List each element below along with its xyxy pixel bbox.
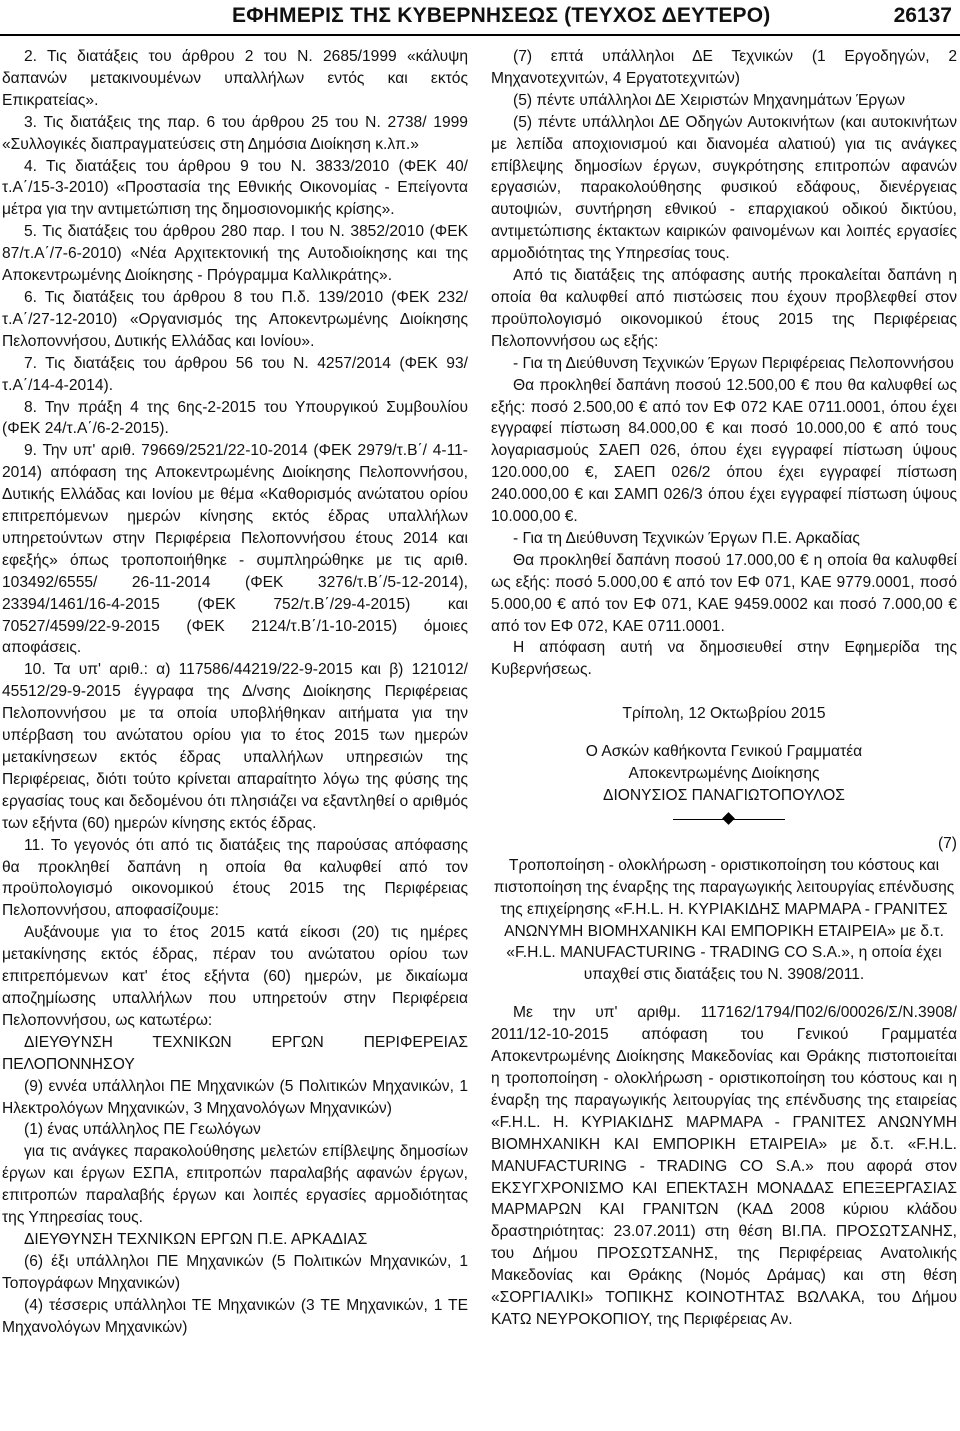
paragraph: (1) ένας υπάλληλος ΠΕ Γεωλόγων	[24, 1121, 261, 1139]
paragraph: 5. Τις διατάξεις του άρθρου 280 παρ. Ι του Ν. 3852/2010 (ΦΕΚ 87/τ.Α΄/7-6-2010) «Νέα Αρχιτεκτονική της Αυτοδιοίκησης και της Αποκεντρωμένης Διοίκησης - Πρόγραμμα Καλλικράτης».	[2, 223, 468, 285]
paragraph: 9. Την υπ' αριθ. 79669/2521/22-10-2014 (ΦΕΚ 2979/τ.Β΄/ 4-11-2014) απόφαση της Αποκεντρωμένης Διοίκησης Πελοποννήσου, Δυτικής Ελλάδας και Ιονίου με θέμα «Καθορισμός ανώτατου ορίου επιτρεπόμενων ημερών κίνησης εκτός έδρας υπαλλήλων υπηρετούντων στην Περιφέρεια Πελοποννήσου έτους 2014 και εφεξής» όπως τροποποιήθηκε - συμπληρώθηκε με τις αριθ. 103492/6555/ 26-11-2014 (ΦΕΚ 3276/τ.Β΄/5-12-2014), 23394/1461/16-4-2015 (ΦΕΚ 752/τ.Β΄/29-4-2015) και 70527/4599/22-9-2015 (ΦΕΚ 2124/τ.Β΄/1-10-2015) όμοιες αποφάσεις.	[2, 442, 468, 657]
paragraph: - Για τη Διεύθυνση Τεχνικών Έργων Περιφέρειας Πελοποννήσου	[513, 354, 954, 372]
paragraph: (4) τέσσερις υπάλληλοι ΤΕ Μηχανικών (3 ΤΕ Μηχανικών, 1 ΤΕ Μηχανολόγων Μηχανικών)	[2, 1296, 468, 1336]
paragraph: 10. Τα υπ' αριθ.: α) 117586/44219/22-9-2015 και β) 121012/ 45512/29-9-2015 έγγραφα της Δ/νσης Διοίκησης Περιφέρειας Πελοποννήσου με τα οποία υποβλήθηκαν αιτήματα για την υπέρβαση του ανώτατου ορίου για το έτος 2015 των ημερών μετακίνησεων εκτός έδρας υπαλλήλων υπηρεσιών της Περιφέρειας, διότι τούτο κρίνεται απαραίτητο λόγω της φύσης της εργασίας τους και δεδομένου ότι πλησιάζει να εξαντληθεί ο αριθμός των εξήντα (60) ημερών κίνησης εκτός έδρας.	[2, 661, 468, 832]
paragraph: Η απόφαση αυτή να δημοσιευθεί στην Εφημερίδα της Κυβερνήσεως.	[491, 639, 957, 679]
paragraph: 7. Τις διατάξεις του άρθρου 56 του Ν. 4257/2014 (ΦΕΚ 93/ τ.Α΄/14-4-2014).	[2, 354, 468, 394]
paragraph: (5) πέντε υπάλληλοι ΔΕ Χειριστών Μηχανημάτων Έργων	[513, 91, 906, 109]
place-date: Τρίπολη, 12 Οκτωβρίου 2015	[622, 705, 826, 723]
paragraph: 2. Τις διατάξεις του άρθρου 2 του Ν. 2685/1999 «κάλυψη δαπανών μετακινουμένων υπαλλήλων εντός και εκτός Επικρατείας».	[2, 48, 468, 109]
section-number: (7)	[937, 834, 957, 852]
signatory-role: Ο Ασκών καθήκοντα Γενικού Γραμματέα	[585, 743, 863, 761]
section-title: Τροποποίηση - ολοκλήρωση - οριστικοποίηση του κόστους και πιστοποίηση της έναρξης της παραγωγικής λειτουργίας επένδυσης της επιχείρησης «F.H.L. Η. ΚΥΡΙΑΚΙΔΗΣ ΜΑΡΜΑΡΑ - ΓΡΑΝΙΤΕΣ ΑΝΩΝΥΜΗ ΒΙΟΜΗΧΑΝΙΚΗ ΚΑΙ ΕΜΠΟΡΙΚΗ ΕΤΑΙΡΕΙΑ» με δ.τ. «F.H.L. MANUFACTURING - TRADING CO S.A.», η οποία έχει υπαχθεί στις διατάξεις του Ν. 3908/2011.	[493, 856, 955, 984]
section-heading: ΔΙΕΥΘΥΝΣΗ ΤΕΧΝΙΚΩΝ ΕΡΓΩΝ ΠΕΡΙΦΕΡΕΙΑΣ ΠΕΛΟΠΟΝΝΗΣΟΥ	[2, 1033, 468, 1073]
section-heading: ΔΙΕΥΘΥΝΣΗ ΤΕΧΝΙΚΩΝ ΕΡΓΩΝ Π.Ε. ΑΡΚΑΔΙΑΣ	[24, 1230, 368, 1248]
paragraph: (7) επτά υπάλληλοι ΔΕ Τεχνικών (1 Εργοδηγών, 2 Μηχανοτεχνιτών, 4 Εργατοτεχνιτών)	[491, 48, 957, 87]
header-title: ΕΦΗΜΕΡΙΣ ΤΗΣ ΚΥΒΕΡΝΗΣΕΩΣ (ΤΕΥΧΟΣ ΔΕΥΤΕΡΟ)	[232, 4, 771, 27]
paragraph: (5) πέντε υπάλληλοι ΔΕ Οδηγών Αυτοκινήτων (και αυτοκινήτων με λεπίδα αποχιονισμού και διανομέα αλατιού) για τις ανάγκες επίβλεψης δημοσίων έργων, συγκρότησης επιτροπών αφανών εργασιών, παρακολούθησης φυσικού εδάφους, διενέργειας αυτοψιών, συντήρηση εθνικού - επαρχιακού οδικού δικτύου, αντιμετώπισης έκτακτων καιρικών φαινομένων και λοιπές εργασίες αρμοδιότητας της Υπηρεσίας τους.	[491, 113, 957, 263]
page-number: 26137	[893, 4, 952, 27]
paragraph: για τις ανάγκες παρακολούθησης μελετών επίβλεψης δημοσίων έργων και έργων ΕΣΠΑ, επιτροπών παραλαβής αφανών έργων, επιτροπών παραλαβής έργων και λοιπές εργασίες αρμοδιότητας της Υπηρεσίας τους.	[2, 1143, 468, 1227]
paragraph: (6) έξι υπάλληλοι ΠΕ Μηχανικών (5 Πολιτικών Μηχανικών, 1 Τοπογράφων Μηχανικών)	[2, 1252, 468, 1292]
paragraph: 6. Τις διατάξεις του άρθρου 8 του Π.δ. 139/2010 (ΦΕΚ 232/ τ.Α΄/27-12-2010) «Οργανισμός της Αποκεντρωμένης Διοίκησης Πελοποννήσου, Δυτικής Ελλάδας και Ιονίου».	[2, 288, 468, 350]
paragraph: (9) εννέα υπάλληλοι ΠΕ Μηχανικών (5 Πολιτικών Μηχανικών, 1 Ηλεκτρολόγων Μηχανικών, 3 Μηχανολόγων Μηχανικών)	[2, 1077, 468, 1117]
signatory-name: ΔΙΟΝΥΣΙΟΣ ΠΑΝΑΓΙΩΤΟΠΟΥΛΟΣ	[603, 787, 845, 804]
paragraph: 3. Τις διατάξεις της παρ. 6 του άρθρου 25 του Ν. 2738/ 1999 «Συλλογικές διαπραγματεύσεις στη Δημόσια Διοίκηση κ.λπ.»	[2, 113, 468, 153]
diamond-icon	[722, 812, 735, 825]
paragraph: Θα προκληθεί δαπάνη ποσού 17.000,00 € η οποία θα καλυφθεί ως εξής: ποσό 5.000,00 € από τον ΕΦ 071, ΚΑΕ 9779.0001, ποσό 5.000,00 € από τον ΕΦ 071, ΚΑΕ 9459.0002 και ποσό 7.000,00 € από τον ΕΦ 072, ΚΑΕ 0711.0001.	[491, 551, 957, 635]
paragraph: 11. Το γεγονός ότι από τις διατάξεις της παρούσας απόφασης θα προκληθεί δαπάνη η οποία θα καλυφθεί από τον προϋπολογισμό οικονομικού έτους 2015 της Περιφέρειας Πελοποννήσου, αποφασίζουμε:	[2, 836, 468, 920]
section-divider	[491, 809, 957, 831]
paragraph: 4. Τις διατάξεις του άρθρου 9 του Ν. 3833/2010 (ΦΕΚ 40/ τ.Α΄/15-3-2010) «Προστασία της Εθνικής Οικονομίας - Επείγοντα μέτρα για την αντιμετώπιση της δημοσιονομικής κρίσης».	[2, 157, 468, 219]
paragraph: Από τις διατάξεις της απόφασης αυτής προκαλείται δαπάνη η οποία θα καλυφθεί από πιστώσεις που έχουν προβλεφθεί στον προϋπολογισμό οικονομικού έτους 2015 της Περιφέρειας Πελοποννήσου ως εξής:	[491, 267, 957, 350]
paragraph: - Για τη Διεύθυνση Τεχνικών Έργων Π.Ε. Αρκαδίας	[513, 529, 860, 547]
signature-block	[491, 703, 957, 807]
left-column	[2, 46, 468, 1338]
right-column	[491, 46, 957, 1331]
paragraph: Αυξάνουμε για το έτος 2015 κατά είκοσι (20) τις ημέρες μετακίνησης εκτός έδρας, πέραν του ανώτατου ορίου των επιτρεπόμενων κατ' έτος εξήντα (60) ημερών, με δικαίωμα αποζημίωσης υπαλλήλων που υπηρετούν στην Περιφέρεια Πελοποννήσου, ως κατωτέρω:	[2, 924, 468, 1029]
page-header	[0, 0, 960, 36]
paragraph: Θα προκληθεί δαπάνη ποσού 12.500,00 € που θα καλυφθεί ως εξής: ποσό 2.500,00 € από τον ΕΦ 072 ΚΑΕ 0711.0001, όπου έχει εγγραφεί πίστωση 84.000,00 € και ποσό 10.000,00 € από τους λογαριασμούς ΣΑΕΠ 026, όπου έχει εγγραφεί πίστωση ύψους 120.000,00 €, ΣΑΕΠ 026/2 όπου έχει εγγραφεί πίστωση 240.000,00 € και ΣΑΜΠ 026/3 όπου έχει εγγραφεί πίστωση ύψους 10.000,00 €.	[491, 376, 957, 526]
paragraph: Με την υπ' αριθμ. 117162/1794/Π02/6/00026/Σ/Ν.3908/ 2011/12-10-2015 απόφαση του Γενικού Γραμματέα Αποκεντρωμένης Διοίκησης Μακεδονίας και Θράκης πιστοποιείται η τροποποίηση - ολοκλήρωση - οριστικοποίηση του κόστους και η έναρξη της παραγωγικής λειτουργίας της επένδυσης της εταιρείας «F.H.L. Η. ΚΥΡΙΑΚΙΔΗΣ ΜΑΡΜΑΡΑ - ΓΡΑΝΙΤΕΣ ΑΝΩΝΥΜΗ ΒΙΟΜΗΧΑΝΙΚΗ ΚΑΙ ΕΜΠΟΡΙΚΗ ΕΤΑΙΡΕΙΑ» με δ.τ. «F.H.L. MANUFACTURING - TRADING CO S.A.» που αφορά στον ΕΚΣΥΓΧΡΟΝΙΣΜΟ ΚΑΙ ΕΠΕΚΤΑΣΗ ΜΟΝΑΔΑΣ ΕΠΕΞΕΡΓΑΣΙΑΣ ΜΑΡΜΑΡΩΝ ΚΑΙ ΓΡΑΝΙΤΩΝ (ΚΑΔ 2008 κύριου κλάδου δραστηριότητας: 23.07.2011) στη θέση ΒΙ.ΠΑ. ΠΡΟΣΩΤΣΑΝΗΣ, του Δήμου ΠΡΟΣΩΤΣΑΝΗΣ, της Περιφέρειας Ανατολικής Μακεδονίας και Θράκης (Νομός Δράμας) και στη θέση «ΣΟΡΓΙΑΛΙΚΙ» ΤΟΠΙΚΗΣ ΚΟΙΝΟΤΗΤΑΣ ΒΩΛΑΚΑ, του Δήμου ΚΑΤΩ ΝΕΥΡΟΚΟΠΙΟΥ, της Περιφέρειας Αν.	[491, 1004, 957, 1328]
paragraph: 8. Την πράξη 4 της 6ης-2-2015 του Υπουργικού Συμβουλίου (ΦΕΚ 24/τ.Α΄/6-2-2015).	[2, 398, 468, 438]
signatory-role-line2: Αποκεντρωμένης Διοίκησης	[628, 765, 820, 783]
